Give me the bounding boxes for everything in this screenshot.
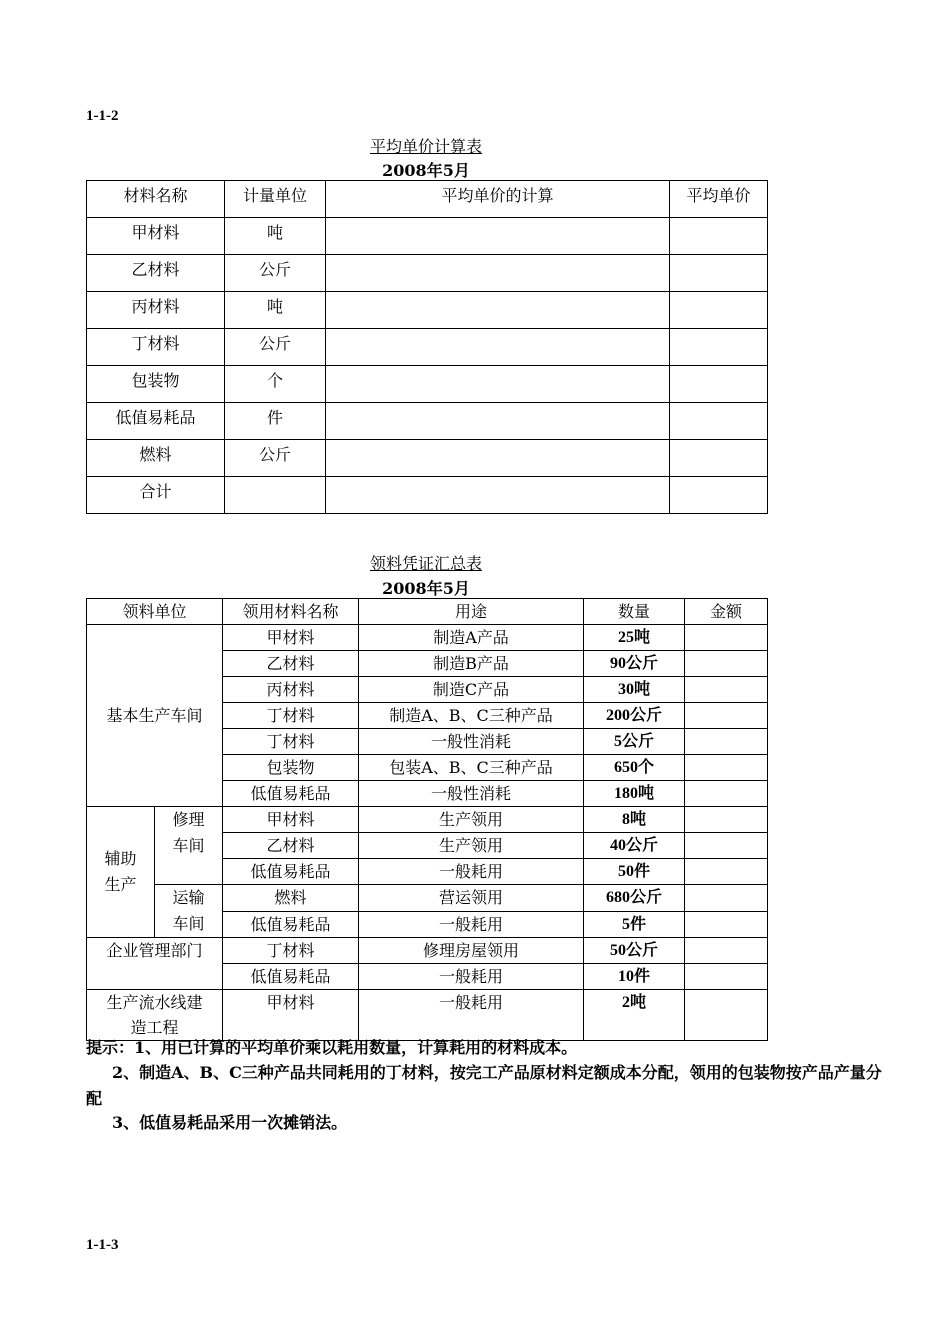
table-row	[87, 807, 768, 833]
header-amount: 金额	[685, 599, 768, 625]
cell-amount	[685, 703, 768, 729]
cell-material: 甲材料	[87, 218, 225, 255]
table-row	[87, 440, 768, 477]
cell-amount	[685, 807, 768, 833]
header-unit: 计量单位	[225, 181, 326, 218]
section-code-1: 1-1-2	[86, 108, 119, 124]
cell-material: 甲材料	[223, 990, 359, 1041]
table-row	[87, 218, 768, 255]
table-row	[87, 625, 768, 651]
table-row-total	[87, 477, 768, 514]
cell-purpose: 营运领用	[359, 885, 584, 912]
group-aux-label: 辅助生产	[104, 849, 137, 894]
group-transport-workshop	[155, 885, 223, 938]
table-row	[87, 885, 768, 912]
cell-purpose: 生产领用	[359, 833, 584, 859]
hint-3: 3、低值易耗品采用一次摊销法。	[112, 1113, 348, 1132]
cell-material: 乙材料	[87, 255, 225, 292]
table-row	[87, 990, 768, 1041]
cell-calculation	[326, 292, 670, 329]
cell-quantity: 90公斤	[584, 651, 685, 677]
table-row	[87, 403, 768, 440]
cell-quantity: 40公斤	[584, 833, 685, 859]
group-construction	[87, 990, 223, 1041]
cell-material: 低值易耗品	[223, 911, 359, 938]
cell-material: 丁材料	[223, 729, 359, 755]
cell-price	[670, 366, 768, 403]
cell-quantity: 10件	[584, 964, 685, 990]
cell-purpose: 制造C产品	[359, 677, 584, 703]
cell-amount	[685, 729, 768, 755]
cell-purpose: 制造A、B、C三种产品	[359, 703, 584, 729]
cell-quantity: 5件	[584, 911, 685, 938]
cell-material: 包装物	[87, 366, 225, 403]
cell-unit: 吨	[225, 292, 326, 329]
table1-title	[86, 134, 766, 157]
table1-title-text: 平均单价计算表	[369, 137, 482, 156]
hint-2: 2、制造A、B、C三种产品共同耗用的丁材料，按完工产品原材料定额成本分配，领用的包装物按产品产量分配	[86, 1063, 882, 1108]
group-basic-production: 基本生产车间	[87, 625, 223, 807]
table-row	[87, 938, 768, 964]
cell-amount	[685, 885, 768, 912]
cell-price	[670, 403, 768, 440]
cell-purpose: 一般耗用	[359, 990, 584, 1041]
cell-price	[670, 440, 768, 477]
header-calculation: 平均单价的计算	[326, 181, 670, 218]
cell-material: 合计	[87, 477, 225, 514]
cell-unit: 件	[225, 403, 326, 440]
cell-material: 丁材料	[223, 938, 359, 964]
cell-amount	[685, 964, 768, 990]
cell-price	[670, 477, 768, 514]
cell-unit	[225, 477, 326, 514]
table2-date: 2008年5月	[382, 579, 470, 598]
cell-calculation	[326, 329, 670, 366]
cell-amount	[685, 625, 768, 651]
cell-calculation	[326, 440, 670, 477]
cell-material: 低值易耗品	[223, 781, 359, 807]
cell-material: 低值易耗品	[87, 403, 225, 440]
cell-amount	[685, 677, 768, 703]
header-dept: 领料单位	[87, 599, 223, 625]
cell-amount	[685, 990, 768, 1041]
cell-quantity: 180吨	[584, 781, 685, 807]
cell-quantity: 8吨	[584, 807, 685, 833]
cell-quantity: 200公斤	[584, 703, 685, 729]
header-material-name: 材料名称	[87, 181, 225, 218]
cell-material: 乙材料	[223, 833, 359, 859]
table-row	[87, 329, 768, 366]
cell-material: 低值易耗品	[223, 964, 359, 990]
cell-amount	[685, 781, 768, 807]
cell-material: 燃料	[223, 885, 359, 912]
cell-material: 甲材料	[223, 807, 359, 833]
cell-quantity: 30吨	[584, 677, 685, 703]
cell-material: 燃料	[87, 440, 225, 477]
group-repair-label: 修理车间	[172, 810, 205, 855]
cell-quantity: 2吨	[584, 990, 685, 1041]
cell-amount	[685, 859, 768, 885]
cell-price	[670, 292, 768, 329]
material-requisition-table	[86, 598, 768, 1041]
section-code-2: 1-1-3	[86, 1237, 119, 1253]
cell-quantity: 680公斤	[584, 885, 685, 912]
cell-price	[670, 255, 768, 292]
group-construction-label: 生产流水线建造工程	[106, 993, 203, 1037]
cell-quantity: 50公斤	[584, 938, 685, 964]
group-repair-workshop	[155, 807, 223, 885]
group-management: 企业管理部门	[87, 938, 223, 990]
group-aux-production	[87, 807, 155, 938]
cell-material: 低值易耗品	[223, 859, 359, 885]
header-material: 领用材料名称	[223, 599, 359, 625]
cell-calculation	[326, 477, 670, 514]
cell-material: 包装物	[223, 755, 359, 781]
cell-calculation	[326, 403, 670, 440]
table-header-row	[87, 599, 768, 625]
header-quantity: 数量	[584, 599, 685, 625]
cell-unit: 吨	[225, 218, 326, 255]
cell-unit: 公斤	[225, 255, 326, 292]
table2-title-text: 领料凭证汇总表	[369, 554, 482, 573]
cell-purpose: 修理房屋领用	[359, 938, 584, 964]
cell-amount	[685, 755, 768, 781]
cell-purpose: 一般性消耗	[359, 729, 584, 755]
average-price-table	[86, 180, 768, 514]
cell-purpose: 包装A、B、C三种产品	[359, 755, 584, 781]
cell-material: 甲材料	[223, 625, 359, 651]
cell-calculation	[326, 218, 670, 255]
cell-purpose: 制造B产品	[359, 651, 584, 677]
cell-quantity: 650个	[584, 755, 685, 781]
cell-quantity: 50件	[584, 859, 685, 885]
table-row	[87, 255, 768, 292]
cell-material: 丙材料	[223, 677, 359, 703]
cell-unit: 公斤	[225, 329, 326, 366]
hint-1: 提示：1、用已计算的平均单价乘以耗用数量，计算耗用的材料成本。	[86, 1038, 578, 1057]
table2-title	[86, 551, 766, 574]
table-header-row	[87, 181, 768, 218]
group-transport-label: 运输车间	[172, 888, 205, 933]
cell-purpose: 一般耗用	[359, 859, 584, 885]
cell-quantity: 25吨	[584, 625, 685, 651]
cell-material: 丙材料	[87, 292, 225, 329]
cell-purpose: 一般耗用	[359, 911, 584, 938]
cell-material: 乙材料	[223, 651, 359, 677]
cell-amount	[685, 911, 768, 938]
cell-amount	[685, 833, 768, 859]
cell-purpose: 制造A产品	[359, 625, 584, 651]
header-average-price: 平均单价	[670, 181, 768, 218]
table-row	[87, 292, 768, 329]
cell-unit: 公斤	[225, 440, 326, 477]
cell-material: 丁材料	[223, 703, 359, 729]
header-purpose: 用途	[359, 599, 584, 625]
table-row	[87, 366, 768, 403]
table1-date: 2008年5月	[382, 161, 470, 180]
cell-amount	[685, 938, 768, 964]
cell-price	[670, 218, 768, 255]
cell-calculation	[326, 366, 670, 403]
cell-quantity: 5公斤	[584, 729, 685, 755]
cell-price	[670, 329, 768, 366]
cell-purpose: 一般耗用	[359, 964, 584, 990]
cell-purpose: 一般性消耗	[359, 781, 584, 807]
cell-calculation	[326, 255, 670, 292]
cell-material: 丁材料	[87, 329, 225, 366]
cell-amount	[685, 651, 768, 677]
cell-purpose: 生产领用	[359, 807, 584, 833]
cell-unit: 个	[225, 366, 326, 403]
